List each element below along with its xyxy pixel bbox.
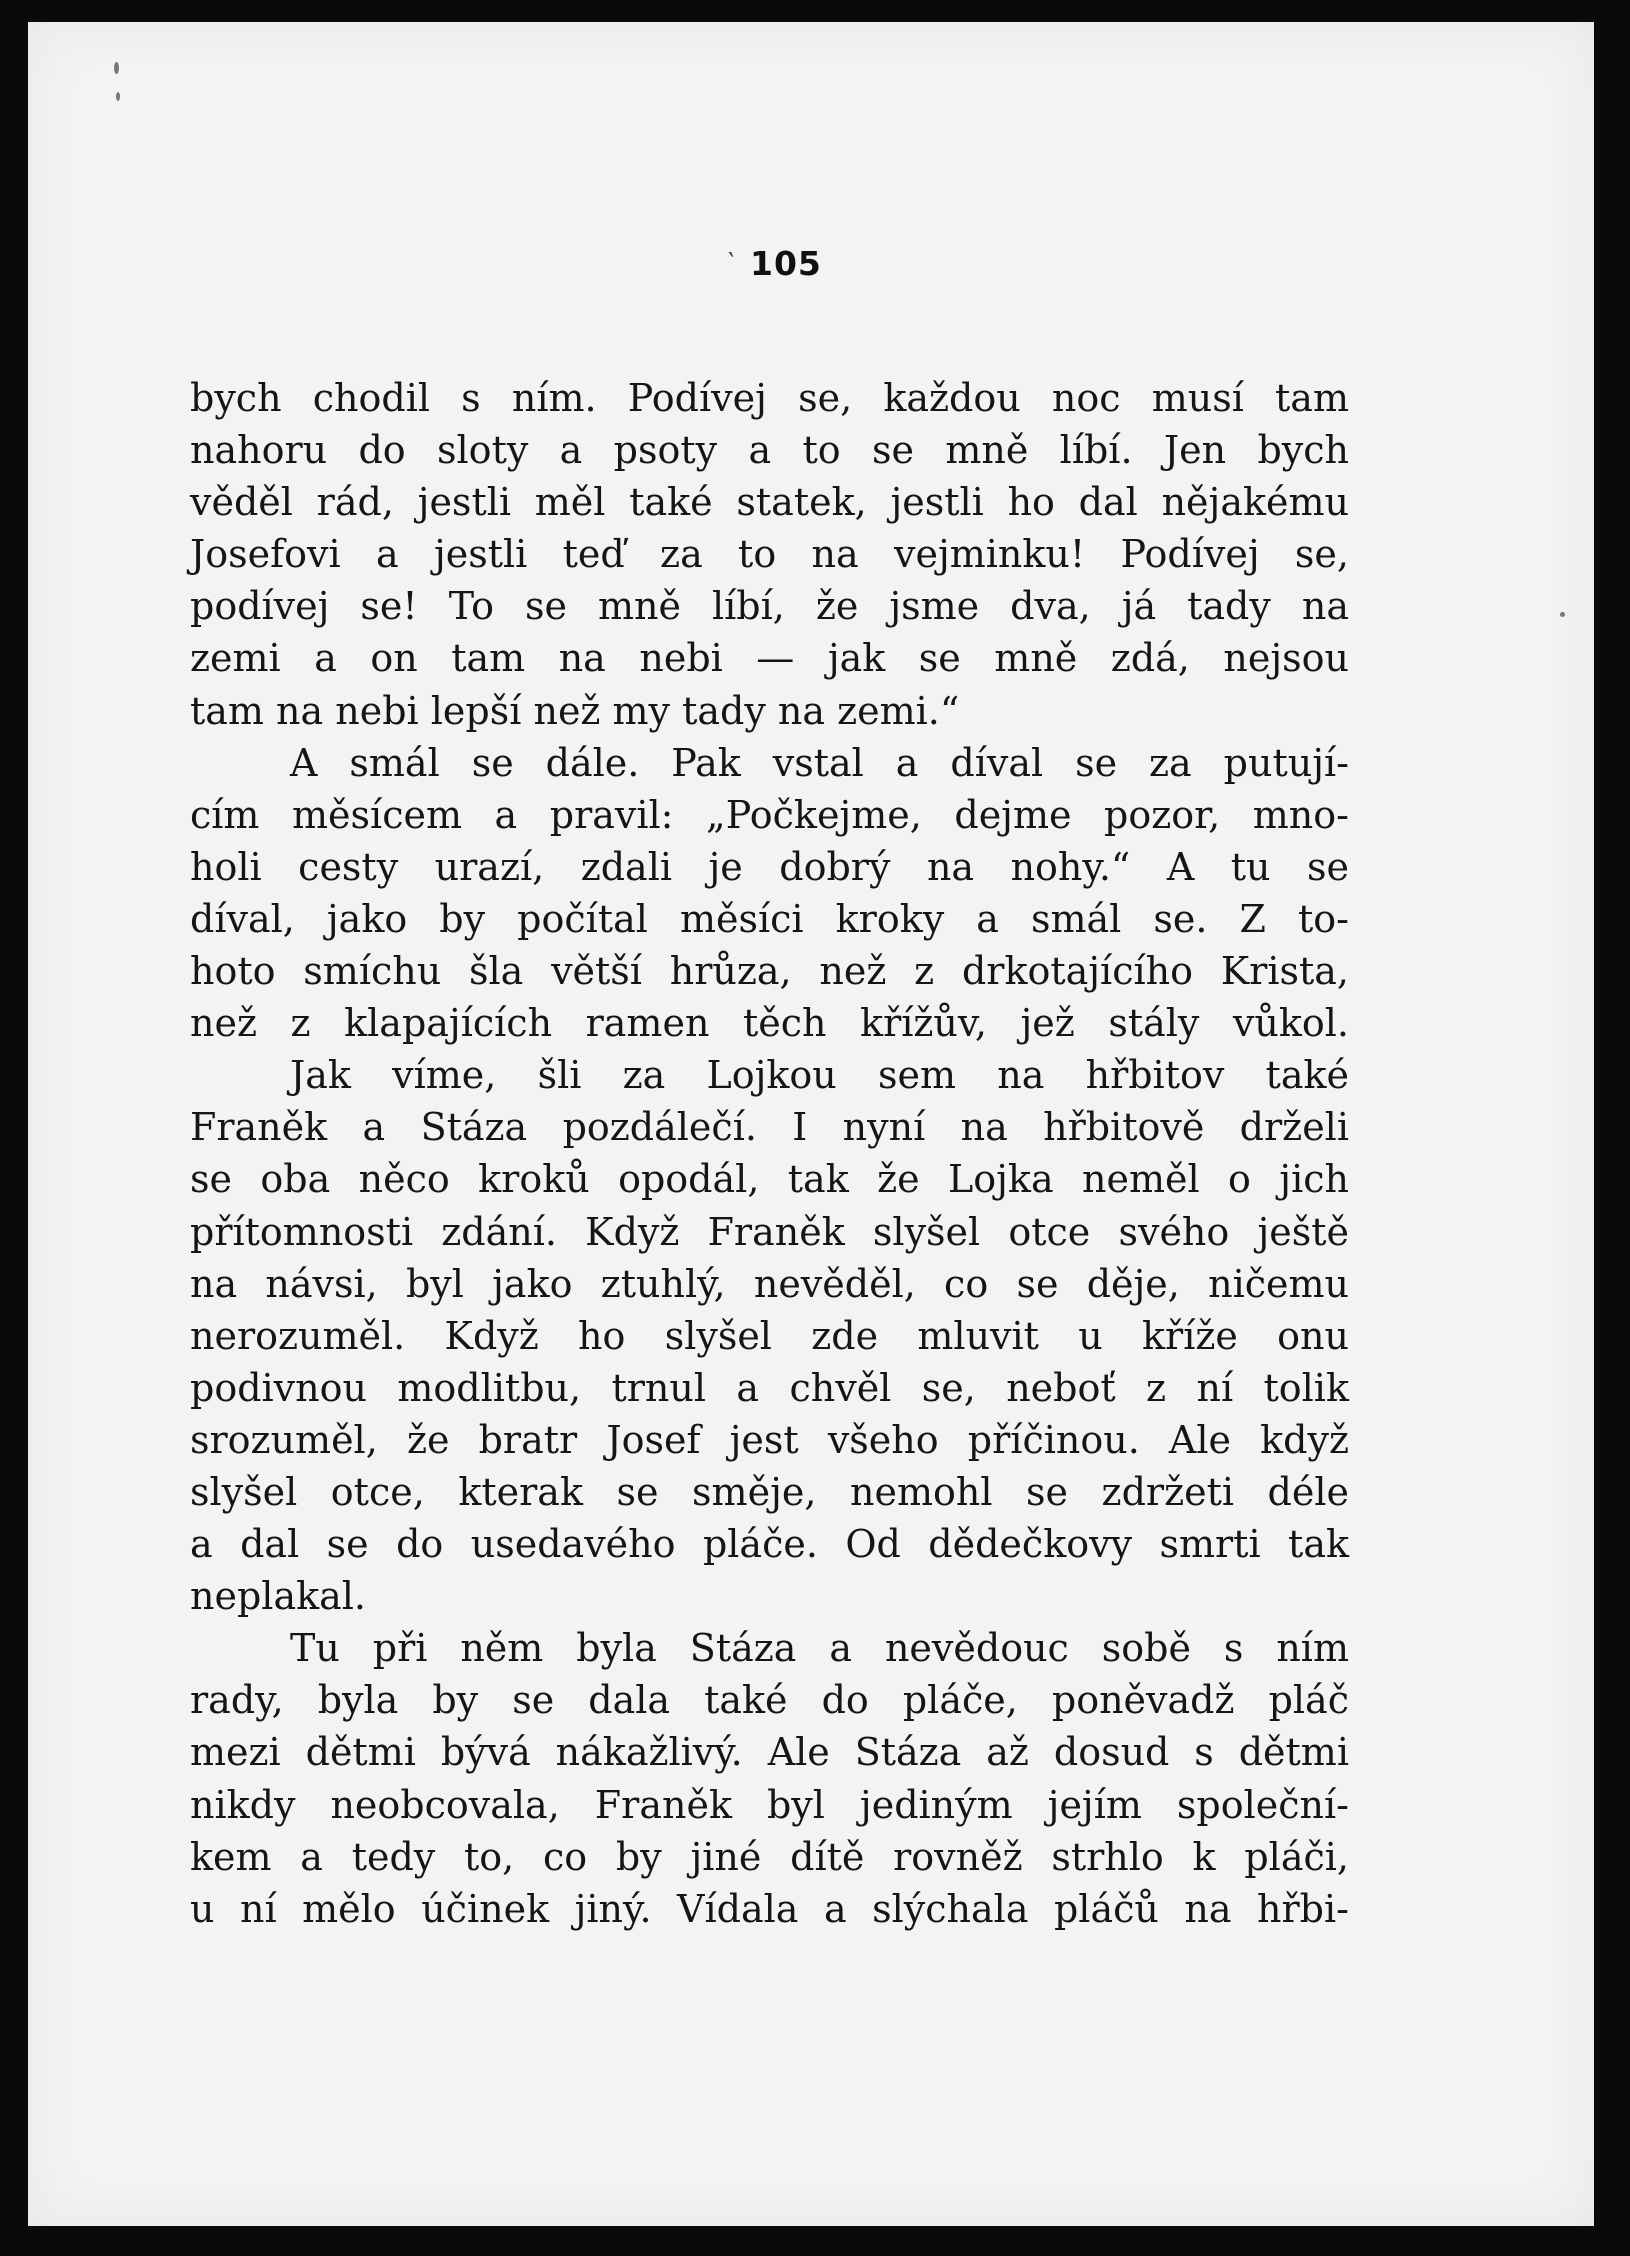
body-text — [190, 372, 1349, 1935]
book-page — [28, 22, 1594, 2226]
paper-speck — [1560, 612, 1565, 617]
text-line: a dal se do usedavého pláče. Od dědečkovy smrti tak — [190, 1522, 1349, 1567]
text-line: přítomnosti zdání. Když Franěk slyšel otce svého ještě — [190, 1209, 1349, 1254]
text-line: slyšel otce, kterak se směje, nemohl se zdržeti déle — [190, 1469, 1349, 1514]
text-line: neplakal. — [190, 1574, 367, 1619]
page-mark: ‵ — [728, 248, 734, 278]
text-line: hoto smíchu šla větší hrůza, než z drkotajícího Krista, — [190, 949, 1349, 994]
page-number: 105 — [750, 244, 822, 283]
text-line: u ní mělo účinek jiný. Vídala a slýchala pláčů na hřbi- — [190, 1886, 1349, 1931]
text-line: věděl rád, jestli měl také statek, jestli ho dal nějakému — [190, 480, 1349, 525]
text-line: holi cesty urazí, zdali je dobrý na nohy.“ A tu se — [190, 844, 1349, 889]
text-line: bych chodil s ním. Podívej se, každou noc musí tam — [190, 376, 1349, 420]
text-line: nerozuměl. Když ho slyšel zde mluvit u kříže onu — [190, 1313, 1349, 1358]
text-line: srozuměl, že bratr Josef jest všeho příčinou. Ale když — [190, 1417, 1349, 1462]
text-line: Franěk a Stáza pozdálečí. I nyní na hřbitově drželi — [190, 1105, 1349, 1150]
paper-speck — [116, 92, 120, 101]
paper-speck — [114, 62, 119, 74]
text-line: díval, jako by počítal měsíci kroky a smál se. Z to- — [190, 896, 1349, 941]
text-line: Josefovi a jestli teď za to na vejminku! Podívej se, — [190, 532, 1349, 577]
text-line: se oba něco kroků opodál, tak že Lojka neměl o jich — [190, 1157, 1349, 1202]
text-line: na návsi, byl jako ztuhlý, nevěděl, co se děje, ničemu — [190, 1261, 1349, 1306]
text-line: Jak víme, šli za Lojkou sem na hřbitov také — [290, 1053, 1349, 1098]
text-line: podívej se! To se mně líbí, že jsme dva, já tady na — [190, 584, 1349, 629]
text-line: zemi a on tam na nebi — jak se mně zdá, nejsou — [190, 636, 1349, 681]
text-line: Tu při něm byla Stáza a nevědouc sobě s ním — [290, 1626, 1349, 1671]
text-line: rady, byla by se dala také do pláče, poněvadž pláč — [190, 1678, 1349, 1723]
text-line: mezi dětmi bývá nákažlivý. Ale Stáza až dosud s dětmi — [190, 1730, 1349, 1775]
text-line: A smál se dále. Pak vstal a díval se za putují- — [290, 740, 1349, 785]
text-line: nikdy neobcovala, Franěk byl jediným jejím společní- — [190, 1782, 1349, 1827]
text-line: kem a tedy to, co by jiné dítě rovněž strhlo k pláči, — [190, 1834, 1349, 1879]
text-line: cím měsícem a pravil: „Počkejme, dejme pozor, mno- — [190, 792, 1349, 837]
text-line: podivnou modlitbu, trnul a chvěl se, neboť z ní tolik — [190, 1365, 1349, 1410]
text-line: tam na nebi lepší než my tady na zemi.“ — [190, 688, 960, 733]
text-line: než z klapajících ramen těch křížův, jež stály vůkol. — [190, 1001, 1349, 1046]
text-line: nahoru do sloty a psoty a to se mně líbí. Jen bych — [190, 428, 1349, 473]
